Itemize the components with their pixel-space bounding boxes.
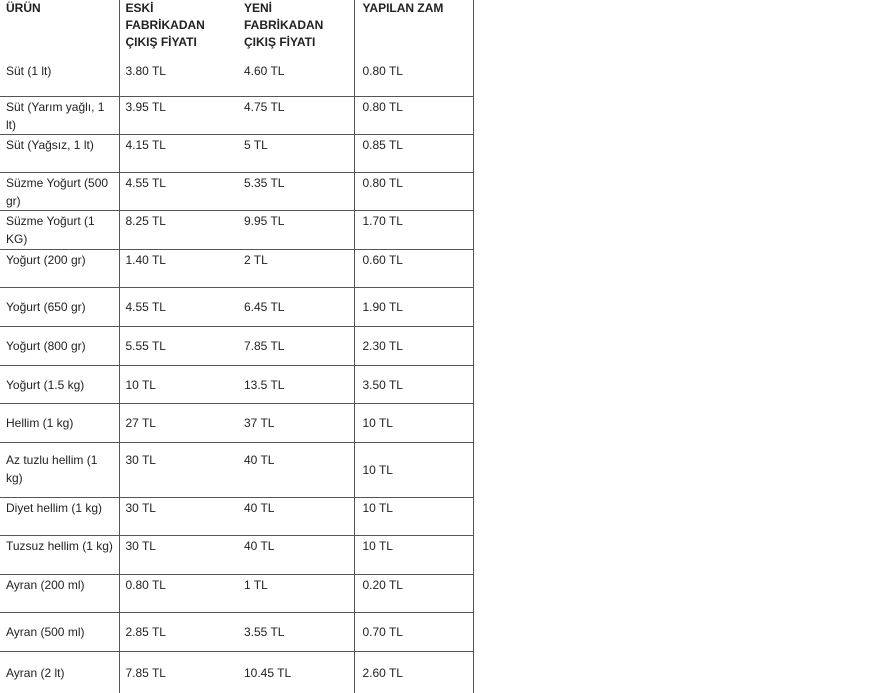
table-row [0,574,473,612]
cell-new-price: 9.95 TL [238,210,354,249]
cell-product: Süzme Yoğurt (1 KG) [0,210,119,249]
cell-product: Yoğurt (1.5 kg) [0,365,119,403]
cell-product: Süt (Yağsız, 1 lt) [0,134,119,172]
cell-new-price: 2 TL [238,249,354,287]
cell-increase: 10 TL [354,442,473,497]
cell-old-price: 30 TL [119,442,238,497]
cell-increase: 0.80 TL [354,96,473,134]
cell-old-price: 1.40 TL [119,249,238,287]
header-product: ÜRÜN [0,0,119,61]
table-row [0,612,473,651]
table-row [0,326,473,365]
table-row [0,96,473,134]
cell-product: Süt (Yarım yağlı, 1 lt) [0,96,119,134]
cell-increase: 10 TL [354,403,473,442]
table-row [0,365,473,403]
cell-old-price: 27 TL [119,403,238,442]
cell-old-price: 3.80 TL [119,61,238,96]
table-row [0,172,473,210]
cell-new-price: 10.45 TL [238,651,354,693]
cell-product: Diyet hellim (1 kg) [0,497,119,535]
cell-new-price: 4.75 TL [238,96,354,134]
cell-old-price: 8.25 TL [119,210,238,249]
cell-old-price: 30 TL [119,497,238,535]
table-row [0,287,473,326]
cell-product: Ayran (200 ml) [0,574,119,612]
cell-increase: 0.70 TL [354,612,473,651]
cell-new-price: 40 TL [238,497,354,535]
cell-new-price: 4.60 TL [238,61,354,96]
cell-old-price: 0.80 TL [119,574,238,612]
cell-new-price: 5 TL [238,134,354,172]
table-row [0,403,473,442]
cell-increase: 10 TL [354,497,473,535]
cell-old-price: 4.15 TL [119,134,238,172]
cell-product: Ayran (500 ml) [0,612,119,651]
cell-old-price: 2.85 TL [119,612,238,651]
cell-new-price: 37 TL [238,403,354,442]
cell-new-price: 13.5 TL [238,365,354,403]
cell-new-price: 40 TL [238,442,354,497]
cell-increase: 1.90 TL [354,287,473,326]
cell-increase: 0.60 TL [354,249,473,287]
cell-new-price: 6.45 TL [238,287,354,326]
header-new-price: YENİ FABRİKADAN ÇIKIŞ FİYATI [238,0,354,61]
header-increase: YAPILAN ZAM [354,0,473,61]
cell-increase: 3.50 TL [354,365,473,403]
cell-old-price: 5.55 TL [119,326,238,365]
table-row [0,535,473,574]
table-row [0,249,473,287]
cell-old-price: 10 TL [119,365,238,403]
cell-increase: 1.70 TL [354,210,473,249]
cell-new-price: 3.55 TL [238,612,354,651]
cell-old-price: 4.55 TL [119,172,238,210]
cell-product: Yoğurt (650 gr) [0,287,119,326]
table-row [0,210,473,249]
cell-product: Yoğurt (200 gr) [0,249,119,287]
cell-product: Tuzsuz hellim (1 kg) [0,535,119,574]
table-row [0,651,473,693]
cell-product: Süzme Yoğurt (500 gr) [0,172,119,210]
cell-new-price: 5.35 TL [238,172,354,210]
table-header-row [0,0,473,61]
cell-product: Ayran (2 lt) [0,651,119,693]
cell-increase: 0.20 TL [354,574,473,612]
cell-new-price: 40 TL [238,535,354,574]
cell-new-price: 7.85 TL [238,326,354,365]
cell-old-price: 7.85 TL [119,651,238,693]
table-row [0,442,473,497]
cell-new-price: 1 TL [238,574,354,612]
cell-increase: 0.80 TL [354,172,473,210]
cell-old-price: 30 TL [119,535,238,574]
cell-product: Az tuzlu hellim (1 kg) [0,442,119,497]
cell-increase: 2.30 TL [354,326,473,365]
cell-old-price: 4.55 TL [119,287,238,326]
table-row [0,134,473,172]
table-row [0,61,473,96]
cell-increase: 10 TL [354,535,473,574]
cell-product: Süt (1 lt) [0,61,119,96]
table-row [0,497,473,535]
cell-product: Yoğurt (800 gr) [0,326,119,365]
header-old-price: ESKİ FABRİKADAN ÇIKIŞ FİYATI [119,0,238,61]
cell-increase: 2.60 TL [354,651,473,693]
cell-product: Hellim (1 kg) [0,403,119,442]
cell-increase: 0.85 TL [354,134,473,172]
cell-old-price: 3.95 TL [119,96,238,134]
cell-increase: 0.80 TL [354,61,473,96]
